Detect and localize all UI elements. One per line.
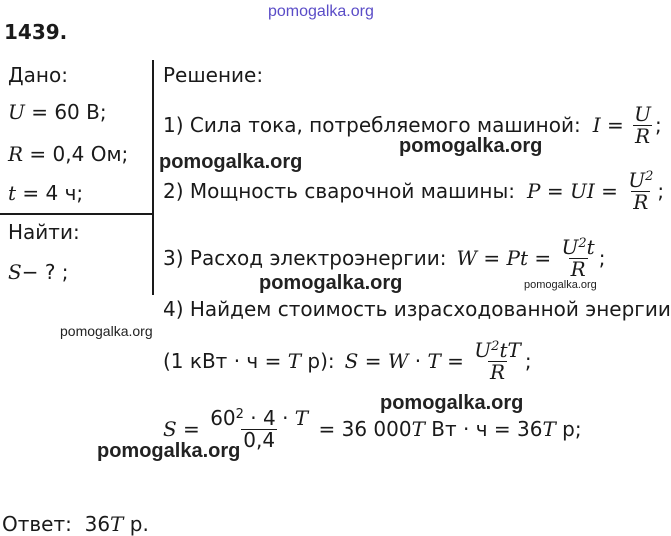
fraction: $\frac{U}{R}$ [634,101,651,148]
answer-line: Ответ: 36T р. [2,512,149,536]
step-2: 2) Мощность сварочной машины: P = UI = $\frac{U^2}{R}$ ; [163,167,665,214]
vertical-divider [152,60,154,295]
step-4-text: 4) Найдем стоимость израсходованной энергии [163,297,671,321]
step-3-text: 3) Расход электроэнергии: [163,246,447,270]
watermark: pomogalka.org [60,323,153,339]
given-R: R = 0,4 Ом; [8,142,129,166]
problem-number-value: 1439 [4,20,60,44]
find-S: S− ? ; [8,260,69,284]
fraction: $\frac{U^2}{R}$ [628,167,654,214]
find-header: Найти: [8,220,80,244]
watermark: pomogalka.org [524,279,597,291]
solution-header: Решение: [163,63,264,87]
fraction: $\frac{60^2 \cdot 4 \cdot T}{0,4}$ [210,405,309,452]
problem-number: 1439. [4,20,68,44]
step-3: 3) Расход электроэнергии: W = Pt = $\frac{U^2t}{R}$ ; [163,234,606,281]
watermark: pomogalka.org [159,151,303,173]
fraction: $\frac{U^2tT}{R}$ [474,337,521,384]
calculation-line: S = $\frac{60^2 \cdot 4 \cdot T}{0,4}$ = 36 000 T Вт · ч = 36 T р; [163,405,582,452]
given-header: Дано: [8,63,68,87]
watermark: pomogalka.org [259,272,403,294]
watermark: pomogalka.org [399,135,543,157]
cost-rate-line: (1 кВт · ч = T р): S = W · T = $\frac{U^2tT}{R}$ ; [163,337,532,384]
watermark: pomogalka.org [380,392,524,414]
step-2-text: 2) Мощность сварочной машины: [163,179,516,203]
watermark-top: pomogalka.org [268,3,374,20]
step-1-text: 1) Сила тока, потребляемого машиной: [163,113,581,137]
watermark: pomogalka.org [97,440,241,462]
step-1: 1) Сила тока, потребляемого машиной: I = $\frac{U}{R}$ ; [163,101,662,148]
fraction: $\frac{U^2t}{R}$ [561,234,595,281]
given-U: U = 60 В; [8,100,107,124]
given-t: t = 4 ч; [8,181,84,205]
horizontal-divider [0,213,153,215]
